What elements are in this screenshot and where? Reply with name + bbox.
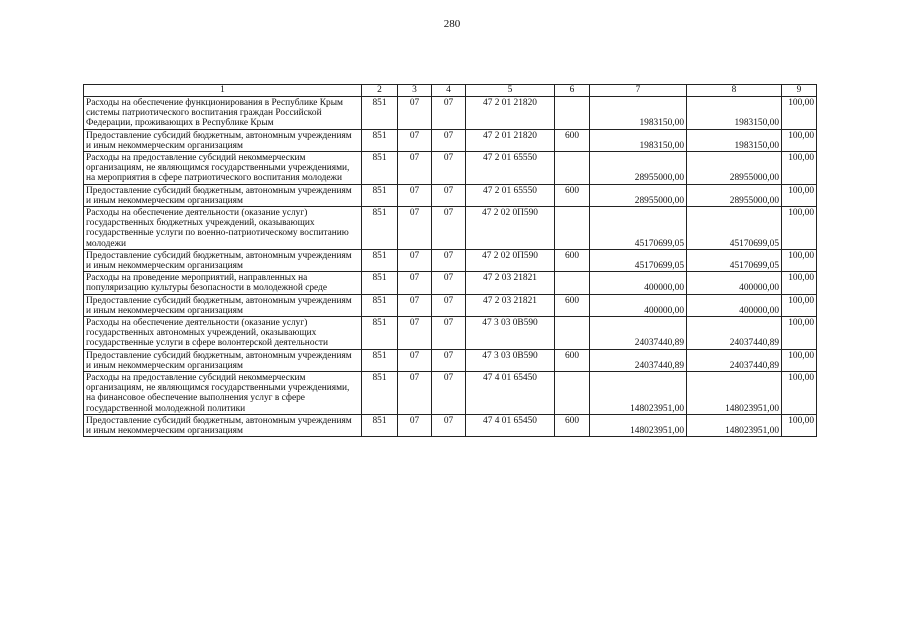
row-name: Предоставление субсидий бюджетным, автономным учреждениям и иным некоммерческим организациям <box>84 294 362 316</box>
executed-amount: 24037440,89 <box>687 317 782 350</box>
execution-percent: 100,00 <box>782 184 817 206</box>
execution-percent: 100,00 <box>782 414 817 436</box>
planned-amount: 400000,00 <box>590 272 687 294</box>
expense-type: 600 <box>555 129 590 151</box>
target-article: 47 2 01 65550 <box>466 152 555 185</box>
ministry-code: 851 <box>362 294 398 316</box>
subsection-code: 07 <box>432 249 466 271</box>
executed-amount: 45170699,05 <box>687 207 782 250</box>
table-row <box>84 414 817 436</box>
expense-type <box>555 152 590 185</box>
ministry-code: 851 <box>362 249 398 271</box>
execution-percent: 100,00 <box>782 294 817 316</box>
planned-amount: 148023951,00 <box>590 372 687 415</box>
page-number: 280 <box>443 18 461 30</box>
planned-amount: 1983150,00 <box>590 97 687 130</box>
expense-type <box>555 372 590 415</box>
column-header: 9 <box>782 85 817 97</box>
ministry-code: 851 <box>362 272 398 294</box>
expense-type: 600 <box>555 414 590 436</box>
expense-type: 600 <box>555 294 590 316</box>
row-name: Предоставление субсидий бюджетным, автономным учреждениям и иным некоммерческим организациям <box>84 129 362 151</box>
planned-amount: 1983150,00 <box>590 129 687 151</box>
subsection-code: 07 <box>432 97 466 130</box>
column-header: 2 <box>362 85 398 97</box>
row-name: Расходы на предоставление субсидий некоммерческим организациям, не являющимся государственными учреждениями, на финансовое обеспечение выполнения услуг в сфере государственной молодежной политики <box>84 372 362 415</box>
executed-amount: 148023951,00 <box>687 372 782 415</box>
expense-type: 600 <box>555 249 590 271</box>
target-article: 47 4 01 65450 <box>466 414 555 436</box>
table-row <box>84 317 817 350</box>
subsection-code: 07 <box>432 317 466 350</box>
execution-percent: 100,00 <box>782 372 817 415</box>
subsection-code: 07 <box>432 294 466 316</box>
subsection-code: 07 <box>432 349 466 371</box>
target-article: 47 2 03 21821 <box>466 272 555 294</box>
subsection-code: 07 <box>432 414 466 436</box>
table-row <box>84 294 817 316</box>
planned-amount: 45170699,05 <box>590 207 687 250</box>
table-row <box>84 184 817 206</box>
table-row <box>84 272 817 294</box>
executed-amount: 24037440,89 <box>687 349 782 371</box>
section-code: 07 <box>398 184 432 206</box>
execution-percent: 100,00 <box>782 207 817 250</box>
executed-amount: 400000,00 <box>687 294 782 316</box>
section-code: 07 <box>398 272 432 294</box>
target-article: 47 2 01 65550 <box>466 184 555 206</box>
ministry-code: 851 <box>362 129 398 151</box>
row-name: Расходы на предоставление субсидий некоммерческим организациям, не являющимся государственными учреждениями, на мероприятия в сфере патриотического воспитания молодежи <box>84 152 362 185</box>
execution-percent: 100,00 <box>782 349 817 371</box>
expense-type: 600 <box>555 184 590 206</box>
planned-amount: 148023951,00 <box>590 414 687 436</box>
executed-amount: 28955000,00 <box>687 152 782 185</box>
subsection-code: 07 <box>432 207 466 250</box>
target-article: 47 2 02 0П590 <box>466 207 555 250</box>
table-row <box>84 249 817 271</box>
execution-percent: 100,00 <box>782 272 817 294</box>
execution-percent: 100,00 <box>782 129 817 151</box>
executed-amount: 1983150,00 <box>687 97 782 130</box>
target-article: 47 3 03 0В590 <box>466 317 555 350</box>
target-article: 47 4 01 65450 <box>466 372 555 415</box>
row-name: Расходы на проведение мероприятий, направленных на популяризацию культуры безопасности в молодежной среде <box>84 272 362 294</box>
execution-percent: 100,00 <box>782 97 817 130</box>
expense-type <box>555 272 590 294</box>
row-name: Расходы на обеспечение деятельности (оказание услуг) государственных бюджетных учреждений, оказывающих государственные услуги по военно-патриотическому воспитанию молодежи <box>84 207 362 250</box>
expense-type <box>555 317 590 350</box>
ministry-code: 851 <box>362 184 398 206</box>
planned-amount: 24037440,89 <box>590 317 687 350</box>
subsection-code: 07 <box>432 272 466 294</box>
execution-percent: 100,00 <box>782 152 817 185</box>
ministry-code: 851 <box>362 414 398 436</box>
target-article: 47 2 03 21821 <box>466 294 555 316</box>
ministry-code: 851 <box>362 152 398 185</box>
executed-amount: 1983150,00 <box>687 129 782 151</box>
planned-amount: 24037440,89 <box>590 349 687 371</box>
row-name: Предоставление субсидий бюджетным, автономным учреждениям и иным некоммерческим организациям <box>84 184 362 206</box>
header-row <box>84 85 817 97</box>
table-row <box>84 97 817 130</box>
ministry-code: 851 <box>362 349 398 371</box>
target-article: 47 2 01 21820 <box>466 129 555 151</box>
section-code: 07 <box>398 207 432 250</box>
column-header: 4 <box>432 85 466 97</box>
executed-amount: 45170699,05 <box>687 249 782 271</box>
planned-amount: 28955000,00 <box>590 152 687 185</box>
ministry-code: 851 <box>362 207 398 250</box>
section-code: 07 <box>398 372 432 415</box>
target-article: 47 2 01 21820 <box>466 97 555 130</box>
table-row <box>84 207 817 250</box>
subsection-code: 07 <box>432 152 466 185</box>
planned-amount: 28955000,00 <box>590 184 687 206</box>
target-article: 47 2 02 0П590 <box>466 249 555 271</box>
execution-percent: 100,00 <box>782 249 817 271</box>
executed-amount: 28955000,00 <box>687 184 782 206</box>
table-row <box>84 152 817 185</box>
ministry-code: 851 <box>362 97 398 130</box>
expense-type <box>555 97 590 130</box>
row-name: Предоставление субсидий бюджетным, автономным учреждениям и иным некоммерческим организациям <box>84 249 362 271</box>
ministry-code: 851 <box>362 317 398 350</box>
section-code: 07 <box>398 294 432 316</box>
row-name: Расходы на обеспечение деятельности (оказание услуг) государственных автономных учреждений, оказывающих государственные услуги в сфере волонтерской деятельности <box>84 317 362 350</box>
column-header: 6 <box>555 85 590 97</box>
table-row <box>84 129 817 151</box>
table-row <box>84 349 817 371</box>
execution-percent: 100,00 <box>782 317 817 350</box>
section-code: 07 <box>398 97 432 130</box>
expense-type: 600 <box>555 349 590 371</box>
section-code: 07 <box>398 129 432 151</box>
subsection-code: 07 <box>432 372 466 415</box>
planned-amount: 45170699,05 <box>590 249 687 271</box>
section-code: 07 <box>398 349 432 371</box>
row-name: Предоставление субсидий бюджетным, автономным учреждениям и иным некоммерческим организациям <box>84 349 362 371</box>
table-row <box>84 372 817 415</box>
expense-type <box>555 207 590 250</box>
executed-amount: 400000,00 <box>687 272 782 294</box>
section-code: 07 <box>398 249 432 271</box>
section-code: 07 <box>398 414 432 436</box>
subsection-code: 07 <box>432 129 466 151</box>
section-code: 07 <box>398 152 432 185</box>
row-name: Расходы на обеспечение функционирования в Республике Крым системы патриотического воспитания граждан Российской Федерации, проживающих в Республике Крым <box>84 97 362 130</box>
row-name: Предоставление субсидий бюджетным, автономным учреждениям и иным некоммерческим организациям <box>84 414 362 436</box>
target-article: 47 3 03 0В590 <box>466 349 555 371</box>
section-code: 07 <box>398 317 432 350</box>
subsection-code: 07 <box>432 184 466 206</box>
column-header: 5 <box>466 85 555 97</box>
column-header: 8 <box>687 85 782 97</box>
planned-amount: 400000,00 <box>590 294 687 316</box>
column-header: 3 <box>398 85 432 97</box>
budget-table <box>83 84 817 437</box>
executed-amount: 148023951,00 <box>687 414 782 436</box>
column-header: 7 <box>590 85 687 97</box>
ministry-code: 851 <box>362 372 398 415</box>
column-header: 1 <box>84 85 362 97</box>
